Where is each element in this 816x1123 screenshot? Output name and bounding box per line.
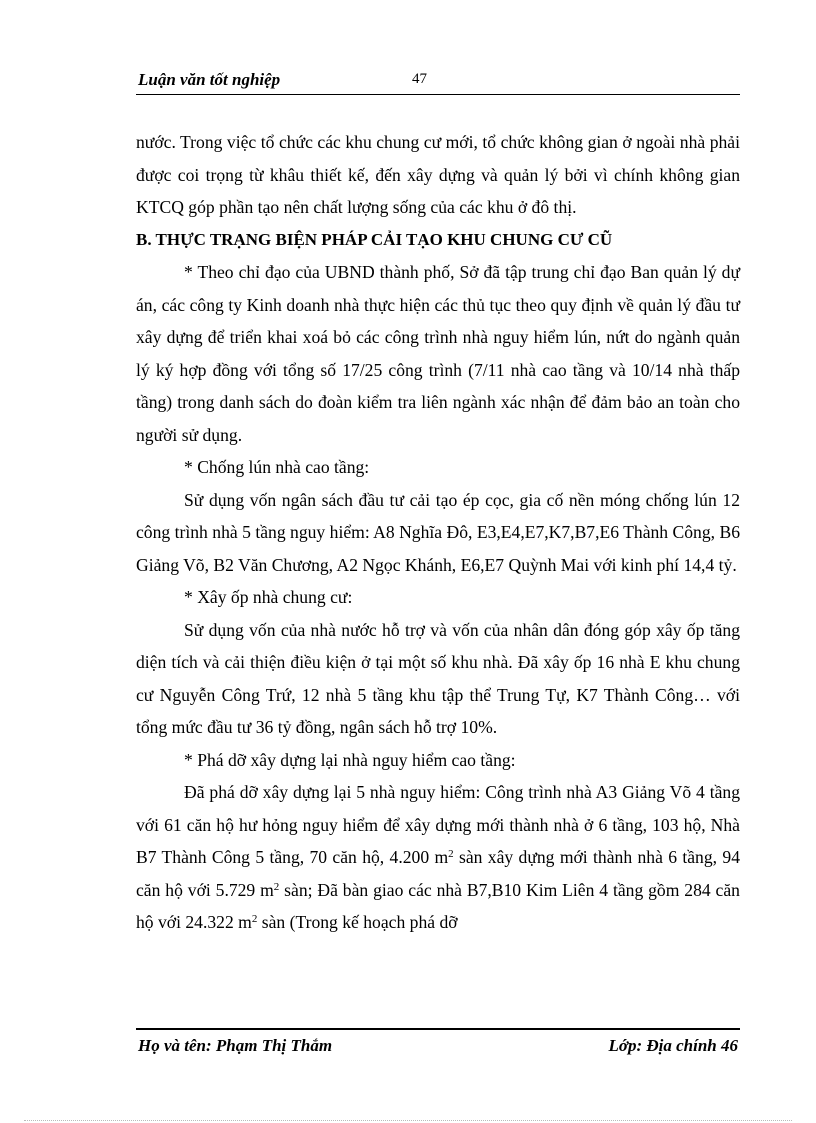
paragraph-4: Sử dụng vốn ngân sách đầu tư cải tạo ép cọc, gia cố nền móng chống lún 12 công trình nhà 5 tầng nguy hiểm: A8 Nghĩa Đô, E3,E4,E7,K7,B7,E6 Thành Công, B6 Giảng Võ, B2 Văn Chương, A2 Ngọc Khánh, E6,E7 Quỳnh Mai với kinh phí 14,4 tỷ.: [136, 489, 740, 575]
page-footer: [136, 1028, 740, 1070]
superscript-3: 2: [251, 913, 258, 925]
paragraph-3: * Chống lún nhà cao tầng:: [184, 457, 370, 477]
paragraph-8: [136, 776, 740, 939]
page-number: 47: [412, 71, 427, 87]
paragraph-6: Sử dụng vốn của nhà nước hỗ trợ và vốn của nhân dân đóng góp xây ốp tăng diện tích và cải thiện điều kiện ở tại một số khu nhà. Đã xây ốp 16 nhà E khu chung cư Nguyễn Công Trứ, 12 nhà 5 tầng khu tập thể Trung Tự, K7 Thành Công… với tổng mức đầu tư 36 tỷ đồng, ngân sách hỗ trợ 10%.: [136, 619, 740, 737]
superscript-1: 2: [448, 848, 454, 860]
section-heading: B. THỰC TRẠNG BIỆN PHÁP CẢI TẠO KHU CHUNG CƯ CŨ: [136, 229, 613, 249]
paragraph-7: * Phá dỡ xây dựng lại nhà nguy hiểm cao tầng:: [184, 749, 516, 770]
superscript-2: 2: [273, 880, 280, 893]
paragraph-8-part-b: sàn xây dựng mới thành nhà 6 tầng, 94 căn hộ với 5.729 m: [136, 847, 740, 900]
paragraph-2: * Theo chỉ đạo của UBND thành phố, Sở đã tập trung chỉ đạo Ban quản lý dự án, các công ty Kinh doanh nhà thực hiện các thủ tục theo quy định về quản lý đầu tư xây dựng để triển khai xoá bỏ các công trình nhà nguy hiểm lún, nứt do ngành quản lý ký hợp đồng với tổng số 17/25 công trình (7/11 nhà cao tầng và 10/14 nhà thấp tầng) trong danh sách do đoàn kiểm tra liên ngành xác nhận để đảm bảo an toàn cho người sử dụng.: [136, 262, 740, 445]
paragraph-8-part-d: sàn (Trong kế hoạch phá dỡ: [257, 912, 458, 932]
paragraph-1: nước. Trong việc tổ chức các khu chung cư mới, tổ chức không gian ở ngoài nhà phải được coi trọng từ khâu thiết kế, đến xây dựng và quản lý bởi vì chính không gian KTCQ góp phần tạo nên chất lượng sống của các khu ở đô thị.: [136, 132, 740, 217]
paragraph-8-part-c: sàn; Đã bàn giao các nhà B7,B10 Kim Liên 4 tầng gồm 284 căn hộ với 24.322 m: [136, 879, 740, 932]
paragraph-5: * Xây ốp nhà chung cư:: [184, 587, 353, 607]
paragraph-8-part-a: Đã phá dỡ xây dựng lại 5 nhà nguy hiểm: Công trình nhà A3 Giảng Võ 4 tầng với 61 căn hộ hư hỏng nguy hiểm để xây dựng mới thành nhà ở 6 tầng, 103 hộ, Nhà B7 Thành Công 5 tầng, 70 căn hộ, 4.200 m: [136, 782, 740, 867]
page-header: [136, 68, 740, 95]
bottom-divider: [24, 1120, 792, 1121]
class-name: Lớp: Địa chính 46: [608, 1036, 738, 1055]
author-name: Họ và tên: Phạm Thị Thắm: [138, 1036, 333, 1055]
page-body: [136, 126, 740, 939]
thesis-title: Luận văn tốt nghiệp: [138, 70, 281, 89]
